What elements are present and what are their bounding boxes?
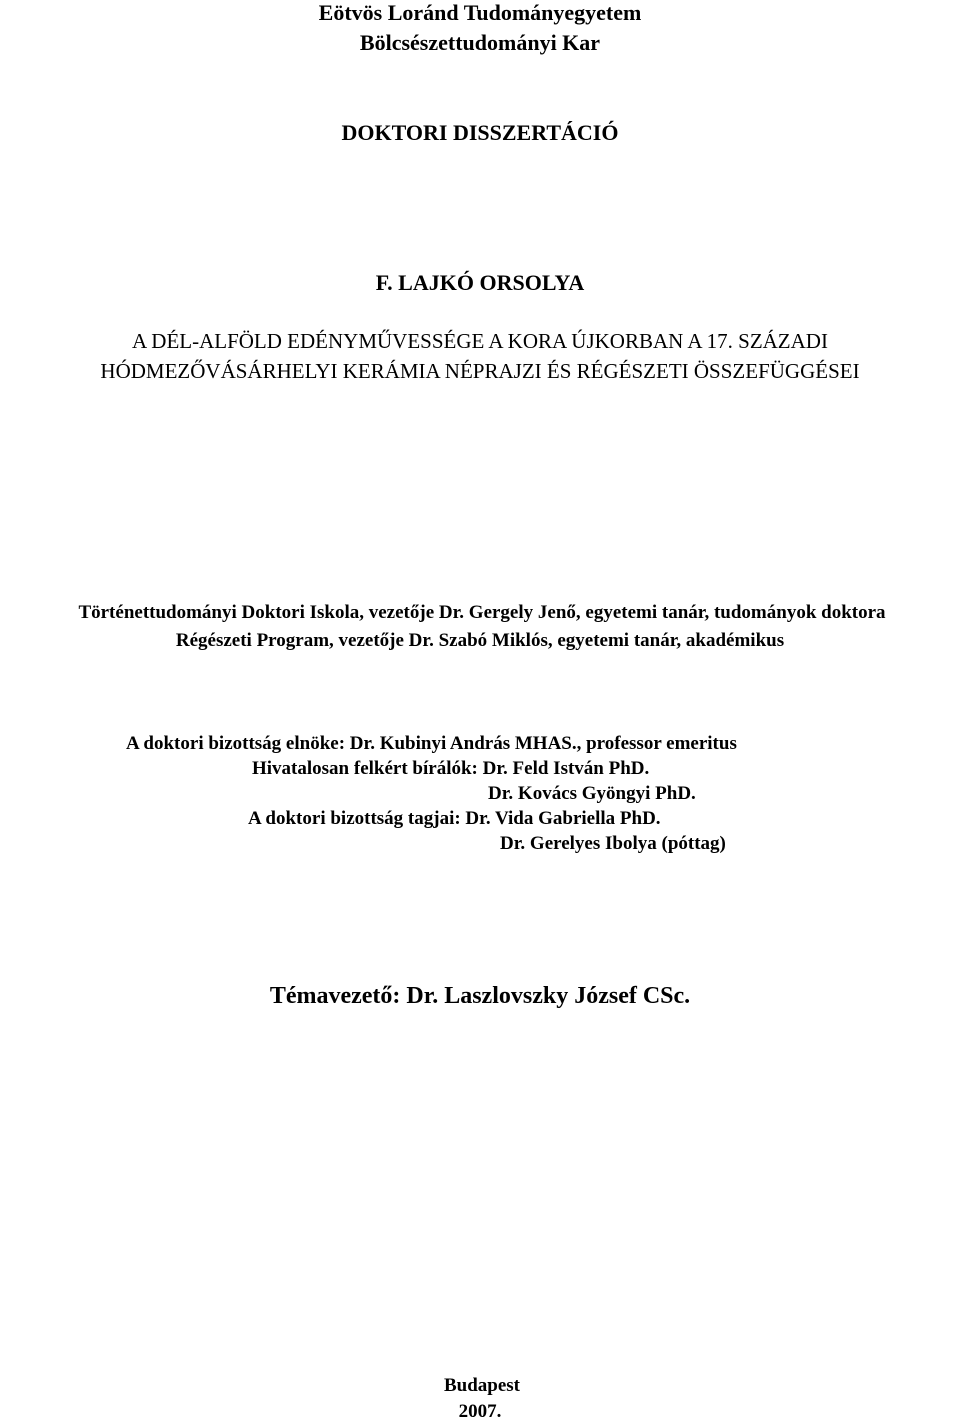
faculty-name: Bölcsészettudományi Kar [359,30,601,55]
committee-chair: A doktori bizottság elnöke: Dr. Kubinyi András MHAS., professor emeritus [126,733,737,754]
year: 2007. [458,1401,502,1422]
doctoral-school: Történettudományi Doktori Iskola, vezetője Dr. Gergely Jenő, egyetemi tanár, tudományok doktora [78,602,886,623]
committee-reviewers-line-1: Hivatalosan felkért bírálók: Dr. Feld István PhD. [252,758,650,779]
university-name: Eötvös Loránd Tudományegyetem [318,0,642,25]
committee-block [126,731,737,856]
dissertation-title-line-1: A DÉL-ALFÖLD EDÉNYMŰVESSÉGE A KORA ÚJKORBAN A 17. SZÁZADI [132,329,828,353]
committee-members-line-1: A doktori bizottság tagjai: Dr. Vida Gabriella PhD. [248,808,661,829]
committee-reviewers-line-2: Dr. Kovács Gyöngyi PhD. [488,783,696,804]
advisor: Témavezető: Dr. Laszlovszky József CSc. [269,983,691,1009]
city: Budapest [443,1375,521,1396]
document-type: DOKTORI DISSZERTÁCIÓ [341,120,619,145]
committee-members-line-2: Dr. Gerelyes Ibolya (póttag) [500,833,726,854]
author-name: F. LAJKÓ ORSOLYA [375,270,585,295]
doctoral-program: Régészeti Program, vezetője Dr. Szabó Miklós, egyetemi tanár, akadémikus [175,630,785,651]
dissertation-title-line-2: HÓDMEZŐVÁSÁRHELYI KERÁMIA NÉPRAJZI ÉS RÉGÉSZETI ÖSSZEFÜGGÉSEI [100,359,860,383]
